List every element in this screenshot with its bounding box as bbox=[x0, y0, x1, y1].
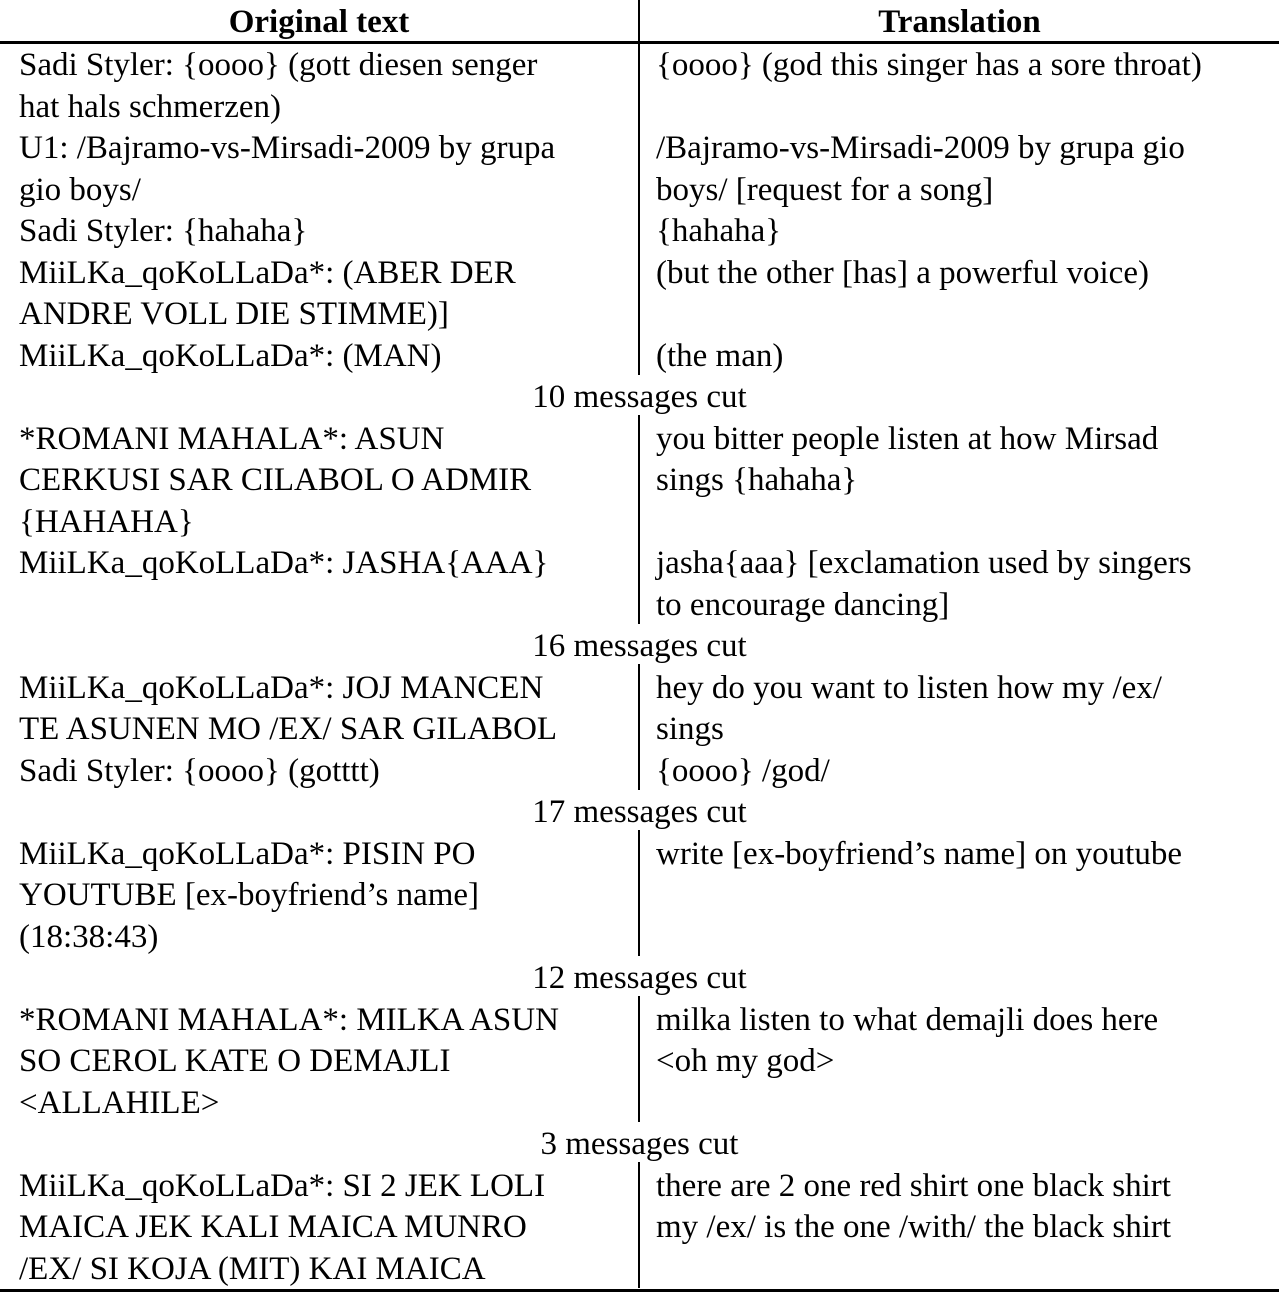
messages-cut-note: 16 messages cut bbox=[532, 628, 747, 664]
translation-text-line: boys/ [request for a song] bbox=[656, 171, 994, 208]
translation-text-line: /Bajramo-vs-Mirsadi-2009 by grupa gio bbox=[656, 130, 1185, 166]
original-text-line: {HAHAHA} bbox=[19, 503, 194, 540]
original-text-line: U1: /Bajramo-vs-Mirsadi-2009 by grupa bbox=[19, 130, 556, 166]
messages-cut-note: 3 messages cut bbox=[540, 1126, 739, 1162]
column-divider bbox=[638, 1162, 640, 1289]
messages-cut-note: 10 messages cut bbox=[532, 379, 747, 415]
translation-text-line: you bitter people listen at how Mirsad bbox=[656, 420, 1159, 457]
original-text-line: Sadi Styler: {hahaha} bbox=[19, 213, 308, 249]
translation-text-line: sings bbox=[656, 711, 724, 747]
translation-text-line: there are 2 one red shirt one black shirt bbox=[656, 1167, 1171, 1204]
original-text-line: MiiLKa_qoKoLLaDa*: (ABER DER bbox=[19, 254, 516, 291]
translation-text-line: {oooo} (god this singer has a sore throat) bbox=[656, 47, 1202, 83]
original-text-line: (18:38:43) bbox=[19, 918, 159, 955]
translation-text-line: <oh my god> bbox=[656, 1043, 835, 1079]
translation-text-line: (but the other [has] a powerful voice) bbox=[656, 254, 1149, 291]
translation-text-line: milka listen to what demajli does here bbox=[656, 1001, 1159, 1038]
translation-text-line: my /ex/ is the one /with/ the black shirt bbox=[656, 1209, 1172, 1245]
original-text-line: SO CEROL KATE O DEMAJLI bbox=[19, 1043, 451, 1079]
translation-text-line: hey do you want to listen how my /ex/ bbox=[656, 669, 1162, 706]
column-divider bbox=[638, 830, 640, 957]
header-translation: Translation bbox=[878, 4, 1041, 40]
translation-text-line: (the man) bbox=[656, 337, 784, 374]
translation-text-line: to encourage dancing] bbox=[656, 586, 950, 623]
original-text-line: MiiLKa_qoKoLLaDa*: JOJ MANCEN bbox=[19, 669, 544, 706]
header-column-divider bbox=[638, 0, 640, 41]
original-text-line: gio boys/ bbox=[19, 171, 141, 208]
messages-cut-note: 17 messages cut bbox=[532, 794, 747, 830]
original-text-line: *ROMANI MAHALA*: MILKA ASUN bbox=[19, 1001, 559, 1038]
original-text-line: MiiLKa_qoKoLLaDa*: SI 2 JEK LOLI bbox=[19, 1167, 546, 1204]
original-text-line: YOUTUBE [ex-boyfriend’s name] bbox=[19, 877, 480, 913]
translation-text-line: {oooo} /god/ bbox=[656, 752, 830, 789]
column-divider bbox=[638, 996, 640, 1123]
original-text-line: MAICA JEK KALI MAICA MUNRO bbox=[19, 1209, 527, 1245]
original-text-line: <ALLAHILE> bbox=[19, 1084, 220, 1121]
original-text-line: /EX/ SI KOJA (MIT) KAI MAICA bbox=[19, 1250, 486, 1287]
header-original: Original text bbox=[228, 4, 410, 40]
column-divider bbox=[638, 415, 640, 625]
original-text-line: ANDRE VOLL DIE STIMME)] bbox=[19, 296, 449, 332]
column-divider bbox=[638, 664, 640, 791]
translation-text-line: sings {hahaha} bbox=[656, 462, 858, 498]
column-divider bbox=[638, 41, 640, 375]
original-text-line: *ROMANI MAHALA*: ASUN bbox=[19, 420, 445, 457]
original-text-line: Sadi Styler: {oooo} (gott diesen senger bbox=[19, 47, 538, 83]
original-text-line: Sadi Styler: {oooo} (gotttt) bbox=[19, 752, 380, 789]
original-text-line: MiiLKa_qoKoLLaDa*: PISIN PO bbox=[19, 835, 476, 872]
translation-text-line: jasha{aaa} [exclamation used by singers bbox=[656, 545, 1192, 581]
messages-cut-note: 12 messages cut bbox=[532, 960, 747, 996]
translation-text-line: write [ex-boyfriend’s name] on youtube bbox=[656, 835, 1183, 872]
original-text-line: MiiLKa_qoKoLLaDa*: JASHA{AAA} bbox=[19, 545, 549, 581]
translation-text-line: {hahaha} bbox=[656, 213, 782, 249]
original-text-line: CERKUSI SAR CILABOL O ADMIR bbox=[19, 462, 532, 498]
original-text-line: hat hals schmerzen) bbox=[19, 88, 282, 125]
original-text-line: MiiLKa_qoKoLLaDa*: (MAN) bbox=[19, 337, 442, 374]
original-text-line: TE ASUNEN MO /EX/ SAR GILABOL bbox=[19, 711, 558, 747]
